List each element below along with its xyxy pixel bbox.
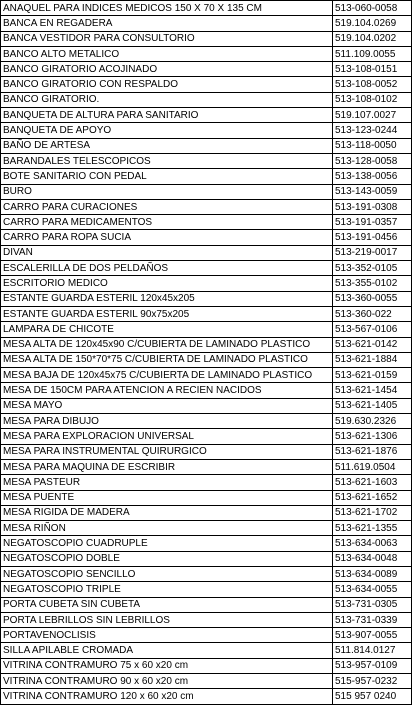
table-row bbox=[1, 429, 412, 444]
item-name-cell: CARRO PARA ROPA SUCIA bbox=[1, 230, 333, 245]
item-name-cell: BOTE SANITARIO CON PEDAL bbox=[1, 169, 333, 184]
item-code-cell: 513-621-1876 bbox=[333, 444, 412, 459]
item-code-cell: 513-634-0063 bbox=[333, 536, 412, 551]
table-row bbox=[1, 505, 412, 520]
item-name-cell: VITRINA CONTRAMURO 90 x 60 x20 cm bbox=[1, 674, 333, 689]
table-row bbox=[1, 153, 412, 168]
table-row bbox=[1, 566, 412, 581]
item-code-cell: 513-060-0058 bbox=[333, 1, 412, 16]
table-row bbox=[1, 414, 412, 429]
item-code-cell: 511.109.0055 bbox=[333, 46, 412, 61]
item-code-cell: 513-219-0017 bbox=[333, 245, 412, 260]
item-name-cell: PORTA CUBETA SIN CUBETA bbox=[1, 597, 333, 612]
table-row bbox=[1, 490, 412, 505]
table-row bbox=[1, 184, 412, 199]
item-code-cell: 519.107.0027 bbox=[333, 108, 412, 123]
table-row bbox=[1, 108, 412, 123]
item-code-cell: 513-621-1603 bbox=[333, 475, 412, 490]
item-code-cell: 513-621-1355 bbox=[333, 521, 412, 536]
table-row bbox=[1, 261, 412, 276]
table-row bbox=[1, 199, 412, 214]
item-name-cell: BANCA EN REGADERA bbox=[1, 16, 333, 31]
item-name-cell: SILLA APILABLE CROMADA bbox=[1, 643, 333, 658]
item-name-cell: MESA RIÑON bbox=[1, 521, 333, 536]
item-name-cell: LAMPARA DE CHICOTE bbox=[1, 322, 333, 337]
table-row bbox=[1, 62, 412, 77]
table-row bbox=[1, 536, 412, 551]
item-name-cell: MESA PARA MAQUINA DE ESCRIBIR bbox=[1, 459, 333, 474]
table-row bbox=[1, 383, 412, 398]
table-row bbox=[1, 46, 412, 61]
item-code-cell: 513-123-0244 bbox=[333, 123, 412, 138]
item-code-cell: 513-128-0058 bbox=[333, 153, 412, 168]
item-name-cell: NEGATOSCOPIO CUADRUPLE bbox=[1, 536, 333, 551]
item-name-cell: NEGATOSCOPIO SENCILLO bbox=[1, 566, 333, 581]
item-name-cell: ESTANTE GUARDA ESTERIL 120x45x205 bbox=[1, 291, 333, 306]
table-row bbox=[1, 612, 412, 627]
item-name-cell: MESA RIGIDA DE MADERA bbox=[1, 505, 333, 520]
table-row bbox=[1, 475, 412, 490]
item-code-cell: 513-957-0109 bbox=[333, 658, 412, 673]
table-row bbox=[1, 77, 412, 92]
table-row bbox=[1, 337, 412, 352]
table-row bbox=[1, 215, 412, 230]
item-name-cell: MESA PUENTE bbox=[1, 490, 333, 505]
item-code-cell: 519.104.0269 bbox=[333, 16, 412, 31]
table-row bbox=[1, 368, 412, 383]
item-name-cell: MESA ALTA DE 120x45x90 C/CUBIERTA DE LAMINADO PLASTICO bbox=[1, 337, 333, 352]
item-name-cell: VITRINA CONTRAMURO 75 x 60 x20 cm bbox=[1, 658, 333, 673]
item-name-cell: PORTA LEBRILLOS SIN LEBRILLOS bbox=[1, 612, 333, 627]
item-code-cell: 513-567-0106 bbox=[333, 322, 412, 337]
item-name-cell: BANCO GIRATORIO CON RESPALDO bbox=[1, 77, 333, 92]
item-code-cell: 513-360-022 bbox=[333, 306, 412, 321]
table-row bbox=[1, 628, 412, 643]
item-name-cell: BANCO GIRATORIO ACOJINADO bbox=[1, 62, 333, 77]
item-name-cell: ESTANTE GUARDA ESTERIL 90x75x205 bbox=[1, 306, 333, 321]
item-code-cell: 515 957 0240 bbox=[333, 689, 412, 704]
table-row bbox=[1, 597, 412, 612]
item-code-cell: 511.619.0504 bbox=[333, 459, 412, 474]
item-code-cell: 513-621-0159 bbox=[333, 368, 412, 383]
item-name-cell: VITRINA CONTRAMURO 120 x 60 x20 cm bbox=[1, 689, 333, 704]
item-code-cell: 513-355-0102 bbox=[333, 276, 412, 291]
item-code-cell: 513-191-0456 bbox=[333, 230, 412, 245]
item-name-cell: MESA MAYO bbox=[1, 398, 333, 413]
item-code-cell: 513-634-0055 bbox=[333, 582, 412, 597]
item-name-cell: BANCO ALTO METALICO bbox=[1, 46, 333, 61]
item-code-cell: 513-118-0050 bbox=[333, 138, 412, 153]
item-name-cell: MESA DE 150CM PARA ATENCION A RECIEN NACIDOS bbox=[1, 383, 333, 398]
item-name-cell: ESCRITORIO MEDICO bbox=[1, 276, 333, 291]
item-code-cell: 519.104.0202 bbox=[333, 31, 412, 46]
item-code-cell: 513-621-1306 bbox=[333, 429, 412, 444]
item-name-cell: MESA BAJA DE 120x45x75 C/CUBIERTA DE LAMINADO PLASTICO bbox=[1, 368, 333, 383]
item-code-cell: 513-143-0059 bbox=[333, 184, 412, 199]
item-code-cell: 513-621-1884 bbox=[333, 352, 412, 367]
catalog-body bbox=[1, 1, 412, 705]
item-name-cell: CARRO PARA CURACIONES bbox=[1, 199, 333, 214]
item-code-cell: 513-108-0151 bbox=[333, 62, 412, 77]
table-row bbox=[1, 444, 412, 459]
table-row bbox=[1, 582, 412, 597]
table-row bbox=[1, 551, 412, 566]
item-code-cell: 513-621-1652 bbox=[333, 490, 412, 505]
item-code-cell: 513-907-0055 bbox=[333, 628, 412, 643]
table-row bbox=[1, 322, 412, 337]
table-row bbox=[1, 306, 412, 321]
table-row bbox=[1, 1, 412, 16]
item-name-cell: NEGATOSCOPIO DOBLE bbox=[1, 551, 333, 566]
item-name-cell: BARANDALES TELESCOPICOS bbox=[1, 153, 333, 168]
item-name-cell: MESA PASTEUR bbox=[1, 475, 333, 490]
item-name-cell: ANAQUEL PARA INDICES MEDICOS 150 X 70 X 135 CM bbox=[1, 1, 333, 16]
item-name-cell: BANQUETA DE APOYO bbox=[1, 123, 333, 138]
item-name-cell: MESA ALTA DE 150*70*75 C/CUBIERTA DE LAMINADO PLASTICO bbox=[1, 352, 333, 367]
item-name-cell: BANQUETA DE ALTURA PARA SANITARIO bbox=[1, 108, 333, 123]
table-row bbox=[1, 31, 412, 46]
table-row bbox=[1, 276, 412, 291]
table-row bbox=[1, 521, 412, 536]
item-code-cell: 511.814.0127 bbox=[333, 643, 412, 658]
table-row bbox=[1, 16, 412, 31]
item-code-cell: 519.630.2326 bbox=[333, 414, 412, 429]
item-name-cell: BANCO GIRATORIO. bbox=[1, 92, 333, 107]
item-name-cell: BANCA VESTIDOR PARA CONSULTORIO bbox=[1, 31, 333, 46]
item-name-cell: MESA PARA DIBUJO bbox=[1, 414, 333, 429]
item-code-cell: 513-634-0048 bbox=[333, 551, 412, 566]
table-row bbox=[1, 92, 412, 107]
item-code-cell: 513-108-0052 bbox=[333, 77, 412, 92]
table-row bbox=[1, 459, 412, 474]
table-row bbox=[1, 352, 412, 367]
item-code-cell: 513-191-0308 bbox=[333, 199, 412, 214]
table-row bbox=[1, 138, 412, 153]
table-row bbox=[1, 230, 412, 245]
item-code-cell: 513-634-0089 bbox=[333, 566, 412, 581]
item-name-cell: PORTAVENOCLISIS bbox=[1, 628, 333, 643]
item-code-cell: 513-360-0055 bbox=[333, 291, 412, 306]
table-row bbox=[1, 398, 412, 413]
item-code-cell: 513-621-1702 bbox=[333, 505, 412, 520]
item-name-cell: NEGATOSCOPIO TRIPLE bbox=[1, 582, 333, 597]
item-code-cell: 513-731-0305 bbox=[333, 597, 412, 612]
item-code-cell: 513-191-0357 bbox=[333, 215, 412, 230]
item-name-cell: BURO bbox=[1, 184, 333, 199]
item-code-cell: 513-352-0105 bbox=[333, 261, 412, 276]
item-name-cell: BAÑO DE ARTESA bbox=[1, 138, 333, 153]
table-row bbox=[1, 169, 412, 184]
table-row bbox=[1, 674, 412, 689]
item-code-cell: 513-138-0056 bbox=[333, 169, 412, 184]
table-row bbox=[1, 245, 412, 260]
item-name-cell: DIVAN bbox=[1, 245, 333, 260]
item-name-cell: CARRO PARA MEDICAMENTOS bbox=[1, 215, 333, 230]
item-code-cell: 513-621-1405 bbox=[333, 398, 412, 413]
item-name-cell: MESA PARA EXPLORACION UNIVERSAL bbox=[1, 429, 333, 444]
item-name-cell: ESCALERILLA DE DOS PELDAÑOS bbox=[1, 261, 333, 276]
table-row bbox=[1, 123, 412, 138]
item-name-cell: MESA PARA INSTRUMENTAL QUIRURGICO bbox=[1, 444, 333, 459]
item-code-cell: 513-108-0102 bbox=[333, 92, 412, 107]
item-code-cell: 513-621-1454 bbox=[333, 383, 412, 398]
table-row bbox=[1, 643, 412, 658]
item-code-cell: 513-621-0142 bbox=[333, 337, 412, 352]
table-row bbox=[1, 689, 412, 704]
table-row bbox=[1, 658, 412, 673]
item-code-cell: 515-957-0232 bbox=[333, 674, 412, 689]
item-code-cell: 513-731-0339 bbox=[333, 612, 412, 627]
table-row bbox=[1, 291, 412, 306]
